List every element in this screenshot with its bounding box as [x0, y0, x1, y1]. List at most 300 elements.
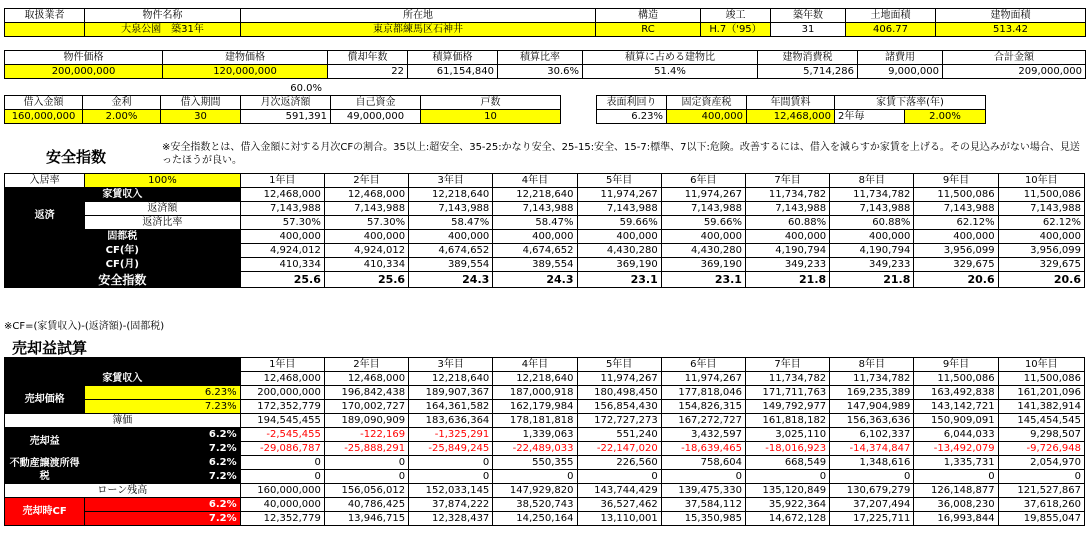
cell: 329,675 [914, 258, 998, 272]
header-interest: 金利 [83, 96, 161, 110]
cell: 160,000,000 [240, 484, 324, 498]
sale-price-label: 売却価格 [5, 386, 85, 414]
price-table [4, 50, 1086, 79]
header-structure: 構造 [596, 9, 701, 23]
cell: 4,924,012 [324, 244, 408, 258]
value-interest[interactable]: 2.00% [83, 110, 161, 124]
loan-value-row [5, 110, 561, 124]
value-building-tax: 5,714,286 [758, 65, 858, 79]
transfer-tax-label: 不動産譲渡所得税 [5, 456, 85, 484]
cell: 400,000 [324, 230, 408, 244]
cell: 400,000 [493, 230, 577, 244]
cell: 164,361,582 [409, 400, 493, 414]
cell: -1,325,291 [409, 428, 493, 442]
row-label: 家賃収入 [5, 372, 241, 386]
cell: 1,339,063 [493, 428, 577, 442]
header-rent-decline: 家賃下落率(年) [835, 96, 986, 110]
cell: 40,000,000 [240, 498, 324, 512]
cell: 7,143,988 [493, 202, 577, 216]
cell: 7,143,988 [661, 202, 745, 216]
cell: -2,545,455 [240, 428, 324, 442]
header-appraisal-price: 積算価格 [408, 51, 498, 65]
year-header: 3年目 [409, 358, 493, 372]
cell: 12,218,640 [409, 372, 493, 386]
value-structure[interactable]: RC [596, 23, 701, 37]
cell: 57.30% [240, 216, 324, 230]
cell: 1,335,731 [914, 456, 998, 470]
cell: 3,956,099 [998, 244, 1084, 258]
value-name[interactable]: 大泉公園 築31年 [85, 23, 241, 37]
cell: 37,207,494 [830, 498, 914, 512]
header-age: 築年数 [771, 9, 846, 23]
cell: 172,727,273 [577, 414, 661, 428]
price-header-row [5, 51, 1086, 65]
row-label: 返済額 [85, 202, 240, 216]
header-built: 竣工 [701, 9, 771, 23]
cell: 38,520,743 [493, 498, 577, 512]
cell: 24.3 [493, 272, 577, 288]
header-address: 所在地 [241, 9, 596, 23]
rate-input[interactable]: 7.23% [85, 400, 240, 414]
cell: 7,143,988 [914, 202, 998, 216]
cell: 11,500,086 [998, 188, 1084, 202]
cell: 12,468,000 [324, 188, 408, 202]
cell: 0 [409, 456, 493, 470]
cell: 7,143,988 [240, 202, 324, 216]
property-value-row [5, 23, 1086, 37]
header-building-area: 建物面積 [936, 9, 1086, 23]
cell: 12,352,779 [240, 512, 324, 526]
cell: 171,711,763 [745, 386, 829, 400]
cell: 36,008,230 [914, 498, 998, 512]
cell: 7,143,988 [409, 202, 493, 216]
cell: 410,334 [324, 258, 408, 272]
year-header: 5年目 [577, 174, 661, 188]
cell: 187,000,918 [493, 386, 577, 400]
cell: -29,086,787 [240, 442, 324, 456]
yield-value-row [597, 110, 986, 124]
cell: 1,348,616 [830, 456, 914, 470]
cell: 60.88% [830, 216, 914, 230]
cell: 200,000,000 [240, 386, 324, 400]
property-table [4, 8, 1086, 37]
cell: 161,201,096 [998, 386, 1084, 400]
cell: 4,190,794 [830, 244, 914, 258]
year-header: 5年目 [577, 358, 661, 372]
cell: 167,272,727 [661, 414, 745, 428]
cell: 400,000 [998, 230, 1084, 244]
cell: 37,874,222 [409, 498, 493, 512]
safety-row-income [5, 188, 1085, 202]
cell: 37,618,260 [998, 498, 1084, 512]
year-header: 3年目 [409, 174, 493, 188]
cell: -25,849,245 [409, 442, 493, 456]
cell: 400,000 [577, 230, 661, 244]
sale-row-cf-a [5, 498, 1085, 512]
header-appraisal-ratio: 積算比率 [498, 51, 583, 65]
cell: 410,334 [240, 258, 324, 272]
safety-row-cf-year [5, 244, 1085, 258]
cell: 11,734,782 [830, 188, 914, 202]
value-address[interactable]: 東京都練馬区石神井 [241, 23, 596, 37]
header-building-ratio: 積算に占める建物比 [583, 51, 758, 65]
cell: 400,000 [745, 230, 829, 244]
cell: -18,016,923 [745, 442, 829, 456]
cell: 126,148,877 [914, 484, 998, 498]
cf-footnote: ※CF=(家賃収入)-(返済額)-(固都税) [4, 321, 165, 332]
cell: 4,190,794 [745, 244, 829, 258]
cell: 0 [830, 470, 914, 484]
cell: 329,675 [998, 258, 1084, 272]
header-property-tax: 固定資産税 [667, 96, 747, 110]
header-annual-rent: 年間賃料 [747, 96, 835, 110]
cell: 156,363,636 [830, 414, 914, 428]
cell: 0 [914, 470, 998, 484]
cell: 135,120,849 [745, 484, 829, 498]
year-header: 4年目 [493, 358, 577, 372]
cell: 37,584,112 [661, 498, 745, 512]
header-equity: 自己資金 [331, 96, 421, 110]
cell: 189,907,367 [409, 386, 493, 400]
value-agent[interactable] [5, 23, 85, 37]
value-units[interactable]: 10 [421, 110, 561, 124]
cell: 12,328,437 [409, 512, 493, 526]
value-building-ratio: 51.4% [583, 65, 758, 79]
row-label: 安全指数 [5, 272, 241, 288]
sale-row-price-a [5, 386, 1085, 400]
occupancy-label: 入居率 [5, 174, 85, 188]
cell: 11,974,267 [661, 372, 745, 386]
cell: -22,147,020 [577, 442, 661, 456]
rate-label: 6.2% [85, 498, 240, 512]
header-loan-period: 借入期間 [161, 96, 241, 110]
cell: 3,956,099 [914, 244, 998, 258]
value-appraisal-price: 61,154,840 [408, 65, 498, 79]
cell: 0 [240, 470, 324, 484]
value-building-area[interactable]: 513.42 [936, 23, 1086, 37]
cell: 0 [240, 456, 324, 470]
cell: 25.6 [240, 272, 324, 288]
header-building-price: 建物価格 [163, 51, 328, 65]
value-annual-rent[interactable]: 12,468,000 [747, 110, 835, 124]
cell: 0 [324, 456, 408, 470]
safety-note: ※安全指数とは、借入金額に対する月次CFの割合。35以上:超安全、35-25:かなり安全、25-15:安全、15-7:標準、7以下:危険。改善するには、借入を減らすか家賃を上げる。その見込みがない場合、見送ったほうが良い。 [162, 142, 1080, 166]
cell: -25,888,291 [324, 442, 408, 456]
header-total: 合計金額 [943, 51, 1086, 65]
cell: 143,744,429 [577, 484, 661, 498]
year-header: 2年目 [324, 358, 408, 372]
cell: 4,430,280 [661, 244, 745, 258]
cell: -122,169 [324, 428, 408, 442]
cell: 36,527,462 [577, 498, 661, 512]
row-label: CF(月) [5, 258, 241, 272]
safety-row-ratio [5, 216, 1085, 230]
cell: -18,639,465 [661, 442, 745, 456]
cell: 400,000 [830, 230, 914, 244]
cell: 389,554 [409, 258, 493, 272]
cell: 226,560 [577, 456, 661, 470]
cell: 400,000 [661, 230, 745, 244]
value-equity: 49,000,000 [331, 110, 421, 124]
value-property-price[interactable]: 200,000,000 [5, 65, 163, 79]
year-header: 6年目 [661, 358, 745, 372]
cell: 172,352,779 [240, 400, 324, 414]
cell: 23.1 [661, 272, 745, 288]
cell: 60.88% [745, 216, 829, 230]
cell: 58.47% [409, 216, 493, 230]
cell: 178,181,818 [493, 414, 577, 428]
loan-table [4, 95, 561, 124]
cell: -22,489,033 [493, 442, 577, 456]
cell: 758,604 [661, 456, 745, 470]
value-decline-interval: 2年毎 [835, 110, 905, 124]
repayment-group-label: 返済 [5, 202, 85, 230]
cell: 24.3 [409, 272, 493, 288]
safety-table [4, 173, 1085, 288]
cell: 0 [493, 470, 577, 484]
sale-header-row [5, 358, 1085, 372]
row-label: ローン残高 [5, 484, 241, 498]
sale-row-cf-b [5, 512, 1085, 526]
price-value-row [5, 65, 1086, 79]
cell: 3,025,110 [745, 428, 829, 442]
rate-label: 7.2% [85, 512, 240, 526]
safety-row-index [5, 272, 1085, 288]
cell: 59.66% [577, 216, 661, 230]
sale-row-tax-b [5, 470, 1085, 484]
cell: 40,786,425 [324, 498, 408, 512]
cell: 11,734,782 [745, 372, 829, 386]
header-loan-amount: 借入金額 [5, 96, 83, 110]
sale-row-book [5, 414, 1085, 428]
cell: 57.30% [324, 216, 408, 230]
cell: 170,002,727 [324, 400, 408, 414]
cell: 11,500,086 [914, 188, 998, 202]
cell: 162,179,984 [493, 400, 577, 414]
row-label: 返済比率 [85, 216, 240, 230]
year-header: 9年目 [914, 174, 998, 188]
cell: 6,102,337 [830, 428, 914, 442]
cell: 400,000 [409, 230, 493, 244]
cell: 121,527,867 [998, 484, 1084, 498]
cell: 11,974,267 [661, 188, 745, 202]
cell: 12,218,640 [493, 372, 577, 386]
cell: 62.12% [914, 216, 998, 230]
cell: 163,492,838 [914, 386, 998, 400]
cell: 147,904,989 [830, 400, 914, 414]
cell: 130,679,279 [830, 484, 914, 498]
cell: 21.8 [830, 272, 914, 288]
value-property-tax[interactable]: 400,000 [667, 110, 747, 124]
sale-row-profit-b [5, 442, 1085, 456]
value-misc-cost: 9,000,000 [858, 65, 943, 79]
cell: 7,143,988 [745, 202, 829, 216]
cell: 161,818,182 [745, 414, 829, 428]
cell: 14,250,164 [493, 512, 577, 526]
cell: 15,350,985 [661, 512, 745, 526]
header-name: 物件名称 [85, 9, 241, 23]
value-decline-rate[interactable]: 2.00% [905, 110, 986, 124]
yield-header-row [597, 96, 986, 110]
cell: 4,674,652 [493, 244, 577, 258]
cell: 0 [324, 470, 408, 484]
cell: 7,143,988 [324, 202, 408, 216]
sale-cf-label: 売却時CF [5, 498, 85, 526]
cell: 20.6 [914, 272, 998, 288]
year-header: 4年目 [493, 174, 577, 188]
cell: 12,468,000 [240, 372, 324, 386]
cell: 9,298,507 [998, 428, 1084, 442]
header-land-area: 土地面積 [846, 9, 936, 23]
cell: 11,734,782 [830, 372, 914, 386]
year-header: 10年目 [998, 358, 1084, 372]
sale-row-tax-a [5, 456, 1085, 470]
cell: 139,475,330 [661, 484, 745, 498]
cell: 0 [661, 470, 745, 484]
rate-label: 7.2% [85, 442, 240, 456]
header-agent: 取扱業者 [5, 9, 85, 23]
year-header: 1年目 [240, 358, 324, 372]
cell: 145,454,545 [998, 414, 1084, 428]
sale-row-profit-a [5, 428, 1085, 442]
cell: 0 [745, 470, 829, 484]
cell: 369,190 [661, 258, 745, 272]
sale-corner [5, 358, 241, 372]
cell: 156,854,430 [577, 400, 661, 414]
cell: 349,233 [830, 258, 914, 272]
value-building-price[interactable]: 120,000,000 [163, 65, 328, 79]
cell: 4,430,280 [577, 244, 661, 258]
year-header: 7年目 [745, 358, 829, 372]
row-label: 固都税 [5, 230, 241, 244]
cell: 196,842,438 [324, 386, 408, 400]
header-monthly-payment: 月次返済額 [241, 96, 331, 110]
cell: 141,382,914 [998, 400, 1084, 414]
header-property-price: 物件価格 [5, 51, 163, 65]
header-units: 戸数 [421, 96, 561, 110]
cell: 12,218,640 [409, 188, 493, 202]
cell: 11,974,267 [577, 188, 661, 202]
value-gross-yield: 6.23% [597, 110, 667, 124]
cell: 11,974,267 [577, 372, 661, 386]
sale-table [4, 357, 1085, 526]
cell: 13,110,001 [577, 512, 661, 526]
rate-label: 6.2% [85, 428, 240, 442]
cell: -9,726,948 [998, 442, 1084, 456]
cell: 6,044,033 [914, 428, 998, 442]
cell: 19,855,047 [998, 512, 1084, 526]
cell: 12,218,640 [493, 188, 577, 202]
row-label: 家賃収入 [5, 188, 241, 202]
cell: 11,734,782 [745, 188, 829, 202]
year-header: 8年目 [830, 358, 914, 372]
sale-profit-label: 売却益 [5, 428, 85, 456]
safety-header-row [5, 174, 1085, 188]
cell: 59.66% [661, 216, 745, 230]
cell: 11,500,086 [998, 372, 1084, 386]
value-depreciation-years: 22 [328, 65, 408, 79]
cell: 7,143,988 [998, 202, 1084, 216]
header-misc-cost: 諸費用 [858, 51, 943, 65]
cell: 13,946,715 [324, 512, 408, 526]
safety-row-cf-month [5, 258, 1085, 272]
appraisal-ratio-note: 60.0% [290, 83, 322, 94]
cell: 58.47% [493, 216, 577, 230]
cell: 668,549 [745, 456, 829, 470]
value-loan-amount[interactable]: 160,000,000 [5, 110, 83, 124]
cell: 14,672,128 [745, 512, 829, 526]
header-depreciation-years: 償却年数 [328, 51, 408, 65]
cell: 0 [998, 470, 1084, 484]
year-header: 10年目 [998, 174, 1084, 188]
cell: -14,374,847 [830, 442, 914, 456]
safety-title: 安全指数 [46, 148, 107, 166]
row-label: CF(年) [5, 244, 241, 258]
cell: 17,225,711 [830, 512, 914, 526]
cell: 400,000 [914, 230, 998, 244]
cell: 2,054,970 [998, 456, 1084, 470]
value-monthly-payment: 591,391 [241, 110, 331, 124]
header-gross-yield: 表面利回り [597, 96, 667, 110]
cell: 156,056,012 [324, 484, 408, 498]
value-appraisal-ratio: 30.6% [498, 65, 583, 79]
cell: 0 [577, 470, 661, 484]
safety-row-tax [5, 230, 1085, 244]
cell: 149,792,977 [745, 400, 829, 414]
value-land-area[interactable]: 406.77 [846, 23, 936, 37]
cell: 20.6 [998, 272, 1084, 288]
cell: 25.6 [324, 272, 408, 288]
cell: 152,033,145 [409, 484, 493, 498]
occupancy-input[interactable]: 100% [85, 174, 240, 188]
cell: 0 [409, 470, 493, 484]
cell: 7,143,988 [830, 202, 914, 216]
value-total: 209,000,000 [943, 65, 1086, 79]
rate-label: 6.2% [85, 456, 240, 470]
year-header: 1年目 [240, 174, 324, 188]
header-building-tax: 建物消費税 [758, 51, 858, 65]
cell: 12,468,000 [324, 372, 408, 386]
row-label: 簿価 [5, 414, 241, 428]
cell: 62.12% [998, 216, 1084, 230]
year-header: 6年目 [661, 174, 745, 188]
cell: 21.8 [745, 272, 829, 288]
cell: 194,545,455 [240, 414, 324, 428]
cell: 551,240 [577, 428, 661, 442]
cell: 183,636,364 [409, 414, 493, 428]
cell: 400,000 [240, 230, 324, 244]
cell: 11,500,086 [914, 372, 998, 386]
cell: 3,432,597 [661, 428, 745, 442]
yield-table [596, 95, 986, 124]
cell: 189,090,909 [324, 414, 408, 428]
safety-row-payment [5, 202, 1085, 216]
cell: 4,924,012 [240, 244, 324, 258]
cell: 389,554 [493, 258, 577, 272]
loan-header-row [5, 96, 561, 110]
cell: 369,190 [577, 258, 661, 272]
year-header: 7年目 [745, 174, 829, 188]
cell: 16,993,844 [914, 512, 998, 526]
cell: 7,143,988 [577, 202, 661, 216]
cell: 147,929,820 [493, 484, 577, 498]
value-built[interactable]: H.7（'95） [701, 23, 771, 37]
rate-input[interactable]: 6.23% [85, 386, 240, 400]
year-header: 8年目 [830, 174, 914, 188]
sale-row-loan [5, 484, 1085, 498]
cell: 349,233 [745, 258, 829, 272]
value-loan-period[interactable]: 30 [161, 110, 241, 124]
